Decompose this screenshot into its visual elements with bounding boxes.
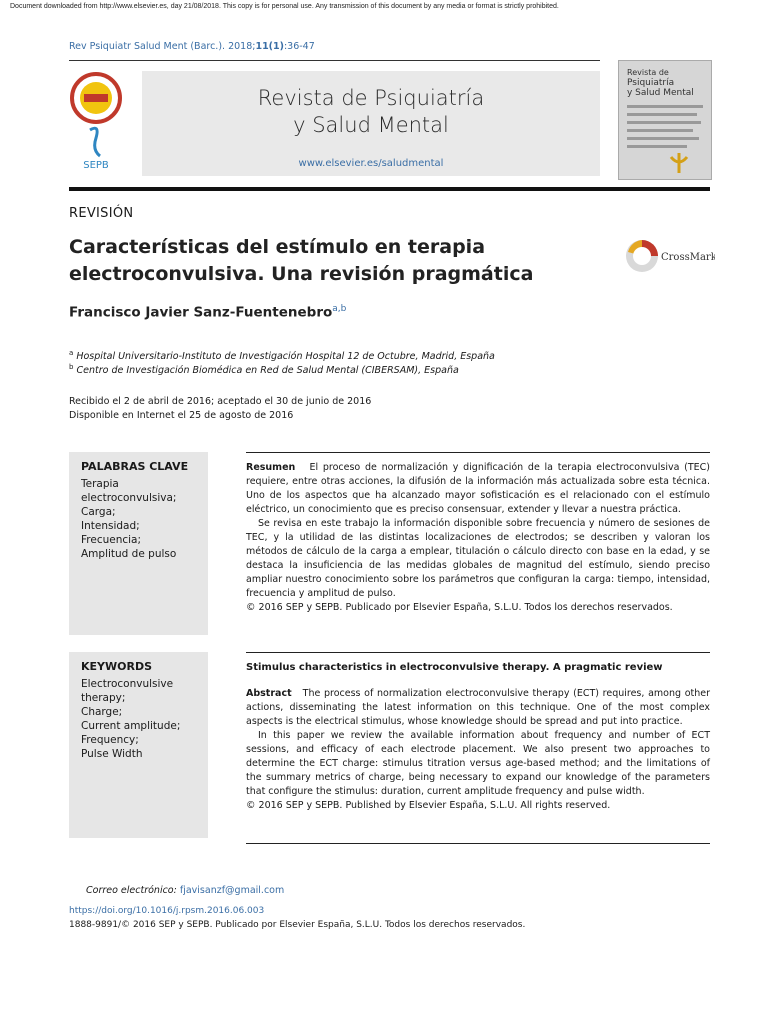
keywords-es-box [69, 452, 208, 635]
doi-link[interactable]: https://doi.org/10.1016/j.rpsm.2016.06.003 [69, 906, 265, 916]
journal-reference[interactable]: Rev Psiquiatr Salud Ment (Barc.). 2018;11(1):36-47 [69, 41, 315, 52]
correspondence-email: Correo electrónico: fjavisanzf@gmail.com [86, 885, 285, 896]
svg-text:y Salud Mental: y Salud Mental [627, 88, 694, 98]
keyword-item: Charge; [81, 706, 123, 718]
society-logo [66, 66, 126, 176]
crossmark-label: CrossMark [661, 252, 715, 263]
svg-text:Revista de: Revista de [627, 68, 669, 77]
abstract-label: Abstract [246, 688, 292, 699]
keyword-item: therapy; [81, 692, 126, 704]
abstract-text: Abstract The process of normalization electroconvulsive therapy (ECT) requires, among other actions, disseminating the latest information on this technique. One of the most complex aspects is the electrical stimulus, whose knowledge should be spread and put into practice. In this paper we review the available information about frequency and number of ECT sessions, and efficacy of each electrode placement. We also present two approaches to determine the ECT charge: stimulus titration versus age-based method; and the limitations of the summary metrics of charge, being necessary to expand our knowledge of the parameters that configure the stimulus: duration, current amplitude frequency and pulse width. © 2016 SEP y SEPB. Published by Elsevier España, S.L.U. All rights reserved. [246, 688, 710, 811]
issn-copyright: 1888-9891/© 2016 SEP y SEPB. Publicado por Elsevier España, S.L.U. Todos los derechos reservados. [69, 920, 526, 930]
abstract-bottom-rule [246, 843, 710, 844]
keywords-es-heading: PALABRAS CLAVE [81, 460, 189, 473]
header-thick-rule [69, 187, 710, 191]
keyword-item: Frecuencia; [81, 534, 142, 546]
article-title: Características del estímulo en terapia electroconvulsiva. Una revisión pragmática [69, 236, 534, 285]
author-affiliation-marks[interactable]: a,b [332, 304, 347, 314]
abstract-top-rule [246, 652, 710, 653]
english-title: Stimulus characteristics in electroconvulsive therapy. A pragmatic review [246, 662, 663, 673]
journal-cover-thumbnail [618, 60, 712, 180]
keyword-item: Current amplitude; [81, 720, 181, 732]
abstract-copyright: © 2016 SEP y SEPB. Published by Elsevier España, S.L.U. All rights reserved. [246, 800, 611, 811]
journal-title: Revista de Psiquiatría y Salud Mental [257, 86, 485, 137]
svg-text:SEPB: SEPB [83, 160, 109, 171]
keyword-item: Amplitud de pulso [81, 548, 177, 560]
affiliation-a: $^a$ Hospital Universitario-Instituto de Investigación Hospital 12 de Octubre, Madrid, España [69, 349, 495, 363]
resumen-copyright: © 2016 SEP y SEPB. Publicado por Elsevier España, S.L.U. Todos los derechos reservados. [246, 602, 673, 613]
resumen-top-rule [246, 452, 710, 453]
email-link[interactable]: fjavisanzf@gmail.com [179, 885, 285, 896]
resumen-label: Resumen [246, 462, 296, 473]
section-label: REVISIÓN [69, 206, 134, 221]
keyword-item: Intensidad; [81, 520, 140, 532]
keyword-item: Frequency; [81, 734, 139, 746]
crossmark-button[interactable] [625, 238, 715, 274]
journal-url[interactable]: www.elsevier.es/saludmental [298, 158, 444, 169]
keyword-item: electroconvulsiva; [81, 492, 177, 504]
keyword-item: Pulse Width [81, 748, 143, 760]
keywords-en-heading: KEYWORDS [81, 660, 153, 673]
download-notice: Document downloaded from http://www.elsevier.es, day 21/08/2018. This copy is for personal use. Any transmission of this document by any media or format is strictly prohibited. [10, 3, 559, 10]
keywords-es-list [81, 477, 176, 561]
affiliation-b: $^b$ Centro de Investigación Biomédica en Red de Salud Mental (CIBERSAM), España [69, 363, 459, 377]
keywords-en-box [69, 652, 208, 838]
header-rule [69, 60, 600, 61]
resumen-text: Resumen El proceso de normalización y dignificación de la terapia electroconvulsiva (TEC) requiere, entre otras acciones, la difusión de la información más actualizada sobre esta técnica. Uno de los aspectos que ha alcanzado mayor sofisticación es el relacionado con el estímulo eléctrico, un conocimiento que es preciso consensuar, extender y llevar a nuestra práctica. Se revisa en este trabajo la información disponible sobre frecuencia y número de sesiones de TEC, y la utilidad de las distintas localizaciones de electrodos; se describen y valoran los métodos de cálculo de la carga a emplear, titulación o cálculo directo con base en la edad, y se destaca la insuficiencia de las medidas globales de magnitud del estímulo, siendo preciso ampliar nuestro conocimiento sobre los parámetros que configuran la carga: tiempo, intensidad, frecuencia y amplitud de pulso. © 2016 SEP y SEPB. Publicado por Elsevier España, S.L.U. Todos los derechos reservados. [246, 462, 711, 613]
author-name: Francisco Javier Sanz-Fuentenebro$^{a,b}$ [69, 304, 347, 321]
keywords-en-list [81, 677, 180, 761]
keyword-item: Carga; [81, 506, 116, 518]
keyword-item: Terapia [81, 478, 119, 490]
keyword-item: Electroconvulsive [81, 678, 174, 690]
journal-banner [142, 71, 600, 176]
article-dates: Recibido el 2 de abril de 2016; aceptado el 30 de junio de 2016 Disponible en Internet el 25 de agosto de 2016 [69, 396, 372, 421]
svg-text:Psiquiatría: Psiquiatría [627, 78, 675, 88]
